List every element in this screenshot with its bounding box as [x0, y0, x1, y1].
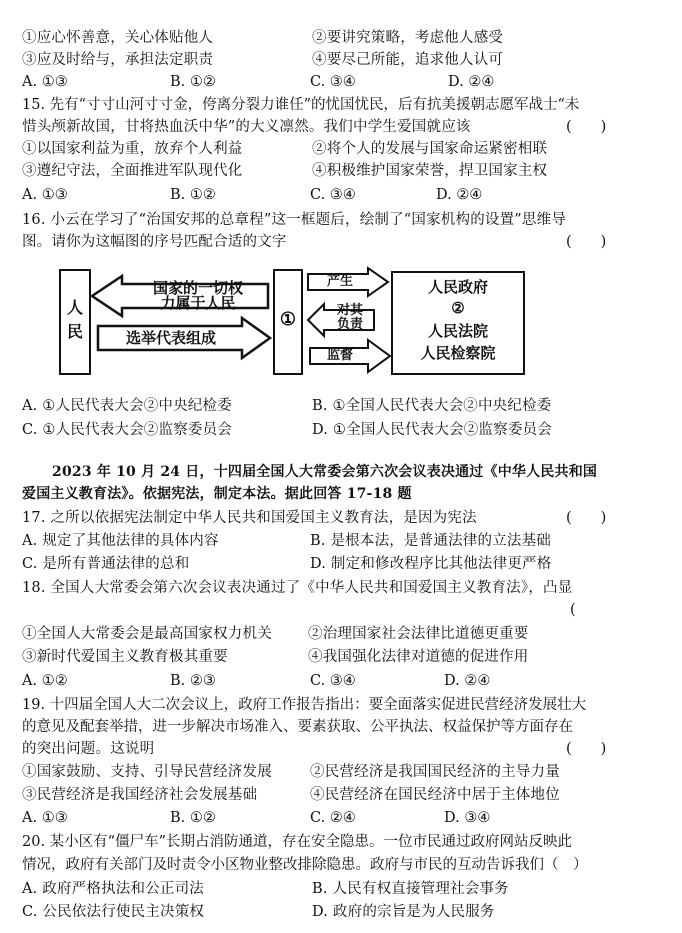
- diagram-produce-label: 产生: [326, 274, 353, 289]
- q15-answer-paren: ( ): [566, 119, 607, 135]
- q15-stem-line-1: 15. 先有“寸寸山河寸寸金，侉离分裂力谁任”的忧国忧民，后有抗美援朝志愿军战士“未: [22, 97, 580, 113]
- q15-choice-3: ③遵纪守法，全面推进军队现代化: [22, 163, 243, 179]
- q19-choice-2: ②民营经济是我国国民经济的主导力量: [310, 764, 560, 780]
- q18-answer-paren: (: [570, 602, 576, 618]
- q14-choice-4: ④要尽己所能，追求他人认可: [312, 52, 504, 68]
- q15-option-c: C. ③④: [310, 187, 356, 203]
- q15-option-b: B. ①②: [170, 187, 216, 203]
- diagram-right-government: 人民政府: [427, 278, 488, 296]
- q19-option-b: B. ①②: [170, 810, 216, 826]
- diagram-right-court: 人民法院: [427, 322, 488, 340]
- q18-option-d: D. ②④: [444, 673, 491, 689]
- q19-choice-1: ①国家鼓励、支持、引导民营经济发展: [22, 764, 272, 780]
- q14-option-a: A. ①③: [22, 74, 68, 90]
- diagram-supervise-label: 监督: [326, 348, 353, 363]
- q14-option-c: C. ③④: [310, 74, 356, 90]
- q19-choice-3: ③民营经济是我国经济社会发展基础: [22, 787, 258, 803]
- q17-answer-paren: ( ): [566, 510, 607, 526]
- q19-choice-4: ④民营经济在国民经济中居于主体地位: [310, 787, 560, 803]
- q17-option-b: B. 是根本法，是普通法律的立法基础: [310, 533, 551, 549]
- q20-option-b: B. 人民有权直接管理社会事务: [312, 881, 509, 897]
- q19-option-d: D. ③④: [444, 810, 491, 826]
- q16-stem-line-1: 16. 小云在学习了“治国安邦的总章程”这一框题后，绘制了“国家机构的设置”思维导: [22, 212, 567, 228]
- q18-choice-4: ④我国强化法律对道德的促进作用: [308, 649, 529, 665]
- q15-choice-4: ④积极维护国家荣誉，捍卫国家主权: [312, 163, 548, 179]
- diagram-elect-label: 选举代表组成: [125, 329, 216, 347]
- q20-option-d: D. 政府的宗旨是为人民服务: [312, 904, 495, 920]
- q18-choice-2: ②治理国家社会法律比道德更重要: [308, 626, 529, 642]
- q16-option-b: B. ①全国人民代表大会②中央纪检委: [312, 398, 552, 414]
- q17-option-c: C. 是所有普通法律的总和: [22, 556, 190, 572]
- q19-option-a: A. ①③: [22, 810, 68, 826]
- q18-option-b: B. ②③: [170, 673, 216, 689]
- q20-stem-line-2: 情况，政府有关部门及时责令小区物业整改排除隐患。政府与市民的互动告诉我们（ ）: [22, 857, 588, 873]
- q15-option-a: A. ①③: [22, 187, 68, 203]
- q20-option-c: C. 公民依法行使民主决策权: [22, 904, 205, 920]
- q17-option-a: A. 规定了其他法律的具体内容: [22, 533, 219, 549]
- diagram-right-procuratorate: 人民检察院: [420, 344, 496, 362]
- q14-choice-1: ①应心怀善意，关心体贴他人: [22, 30, 214, 46]
- diagram-right-circle-2: ②: [451, 299, 465, 317]
- q15-stem-line-2: 惜头颅新故国，甘将热血沃中华”的大义凛然。我们中学生爱国就应该: [22, 119, 471, 135]
- q19-stem-line-3: 的突出问题。这说明: [22, 741, 155, 757]
- diagram-circle-1: ①: [279, 309, 297, 330]
- q14-choice-3: ③应及时给与，承担法定职责: [22, 52, 214, 68]
- q17-stem: 17. 之所以依据宪法制定中华人民共和国爱国主义教育法，是因为宪法: [22, 510, 477, 526]
- q14-option-d: D. ②④: [448, 74, 495, 90]
- q14-choice-2: ②要讲究策略，考虑他人感受: [312, 30, 504, 46]
- state-organs-diagram: [58, 266, 542, 378]
- q20-option-a: A. 政府严格执法和公正司法: [22, 881, 204, 897]
- diagram-power-label-line-2: 力属于人民: [160, 294, 236, 312]
- diagram-responsible-label-2: 负责: [336, 317, 363, 332]
- q15-choice-1: ①以国家利益为重，放弃个人利益: [22, 141, 243, 157]
- diagram-responsible-label-1: 对其: [336, 303, 363, 318]
- q15-option-d: D. ②④: [436, 187, 483, 203]
- q19-stem-line-2: 的意见及配套举措，进一步解决市场准入、要素获取、公平执法、权益保护等方面存在: [22, 719, 573, 735]
- diagram-power-label-line-1: 国家的一切权: [152, 279, 243, 297]
- intro-line-2: 爱国主义教育法》。依据宪法，制定本法。据此回答 17-18 题: [22, 486, 412, 502]
- q18-choice-3: ③新时代爱国主义教育极其重要: [22, 649, 228, 665]
- q19-stem-line-1: 19. 十四届全国人大二次会议上，政府工作报告指出：要全面落实促进民营经济发展壮大: [22, 697, 587, 713]
- q16-option-d: D. ①全国人民代表大会②监察委员会: [312, 422, 552, 438]
- q19-answer-paren: ( ): [566, 741, 607, 757]
- q18-option-a: A. ①②: [22, 673, 68, 689]
- q16-option-c: C. ①人民代表大会②监察委员会: [22, 422, 232, 438]
- q14-option-b: B. ①②: [170, 74, 216, 90]
- q20-stem-line-1: 20. 某小区有“僵尸车”长期占消防通道，存在安全隐患。一位市民通过政府网站反映此: [22, 834, 572, 850]
- q18-option-c: C. ③④: [310, 673, 356, 689]
- q16-option-a: A. ①人民代表大会②中央纪检委: [22, 398, 232, 414]
- q19-option-c: C. ②④: [310, 810, 356, 826]
- q16-answer-paren: ( ): [566, 234, 607, 250]
- q17-option-d: D. 制定和修改程序比其他法律更严格: [310, 556, 552, 572]
- diagram-people-box: 人民: [66, 298, 83, 341]
- intro-line-1: 2023 年 10 月 24 日，十四届全国人大常委会第六次会议表决通过《中华人民共和国: [52, 464, 598, 480]
- q18-stem: 18. 全国人大常委会第六次会议表决通过了《中华人民共和国爱国主义教育法》，凸显: [22, 580, 573, 596]
- q15-choice-2: ②将个人的发展与国家命运紧密相联: [312, 141, 548, 157]
- q18-choice-1: ①全国人大常委会是最高国家权力机关: [22, 626, 272, 642]
- q16-stem-line-2: 图。请你为这幅图的序号匹配合适的文字: [22, 234, 287, 250]
